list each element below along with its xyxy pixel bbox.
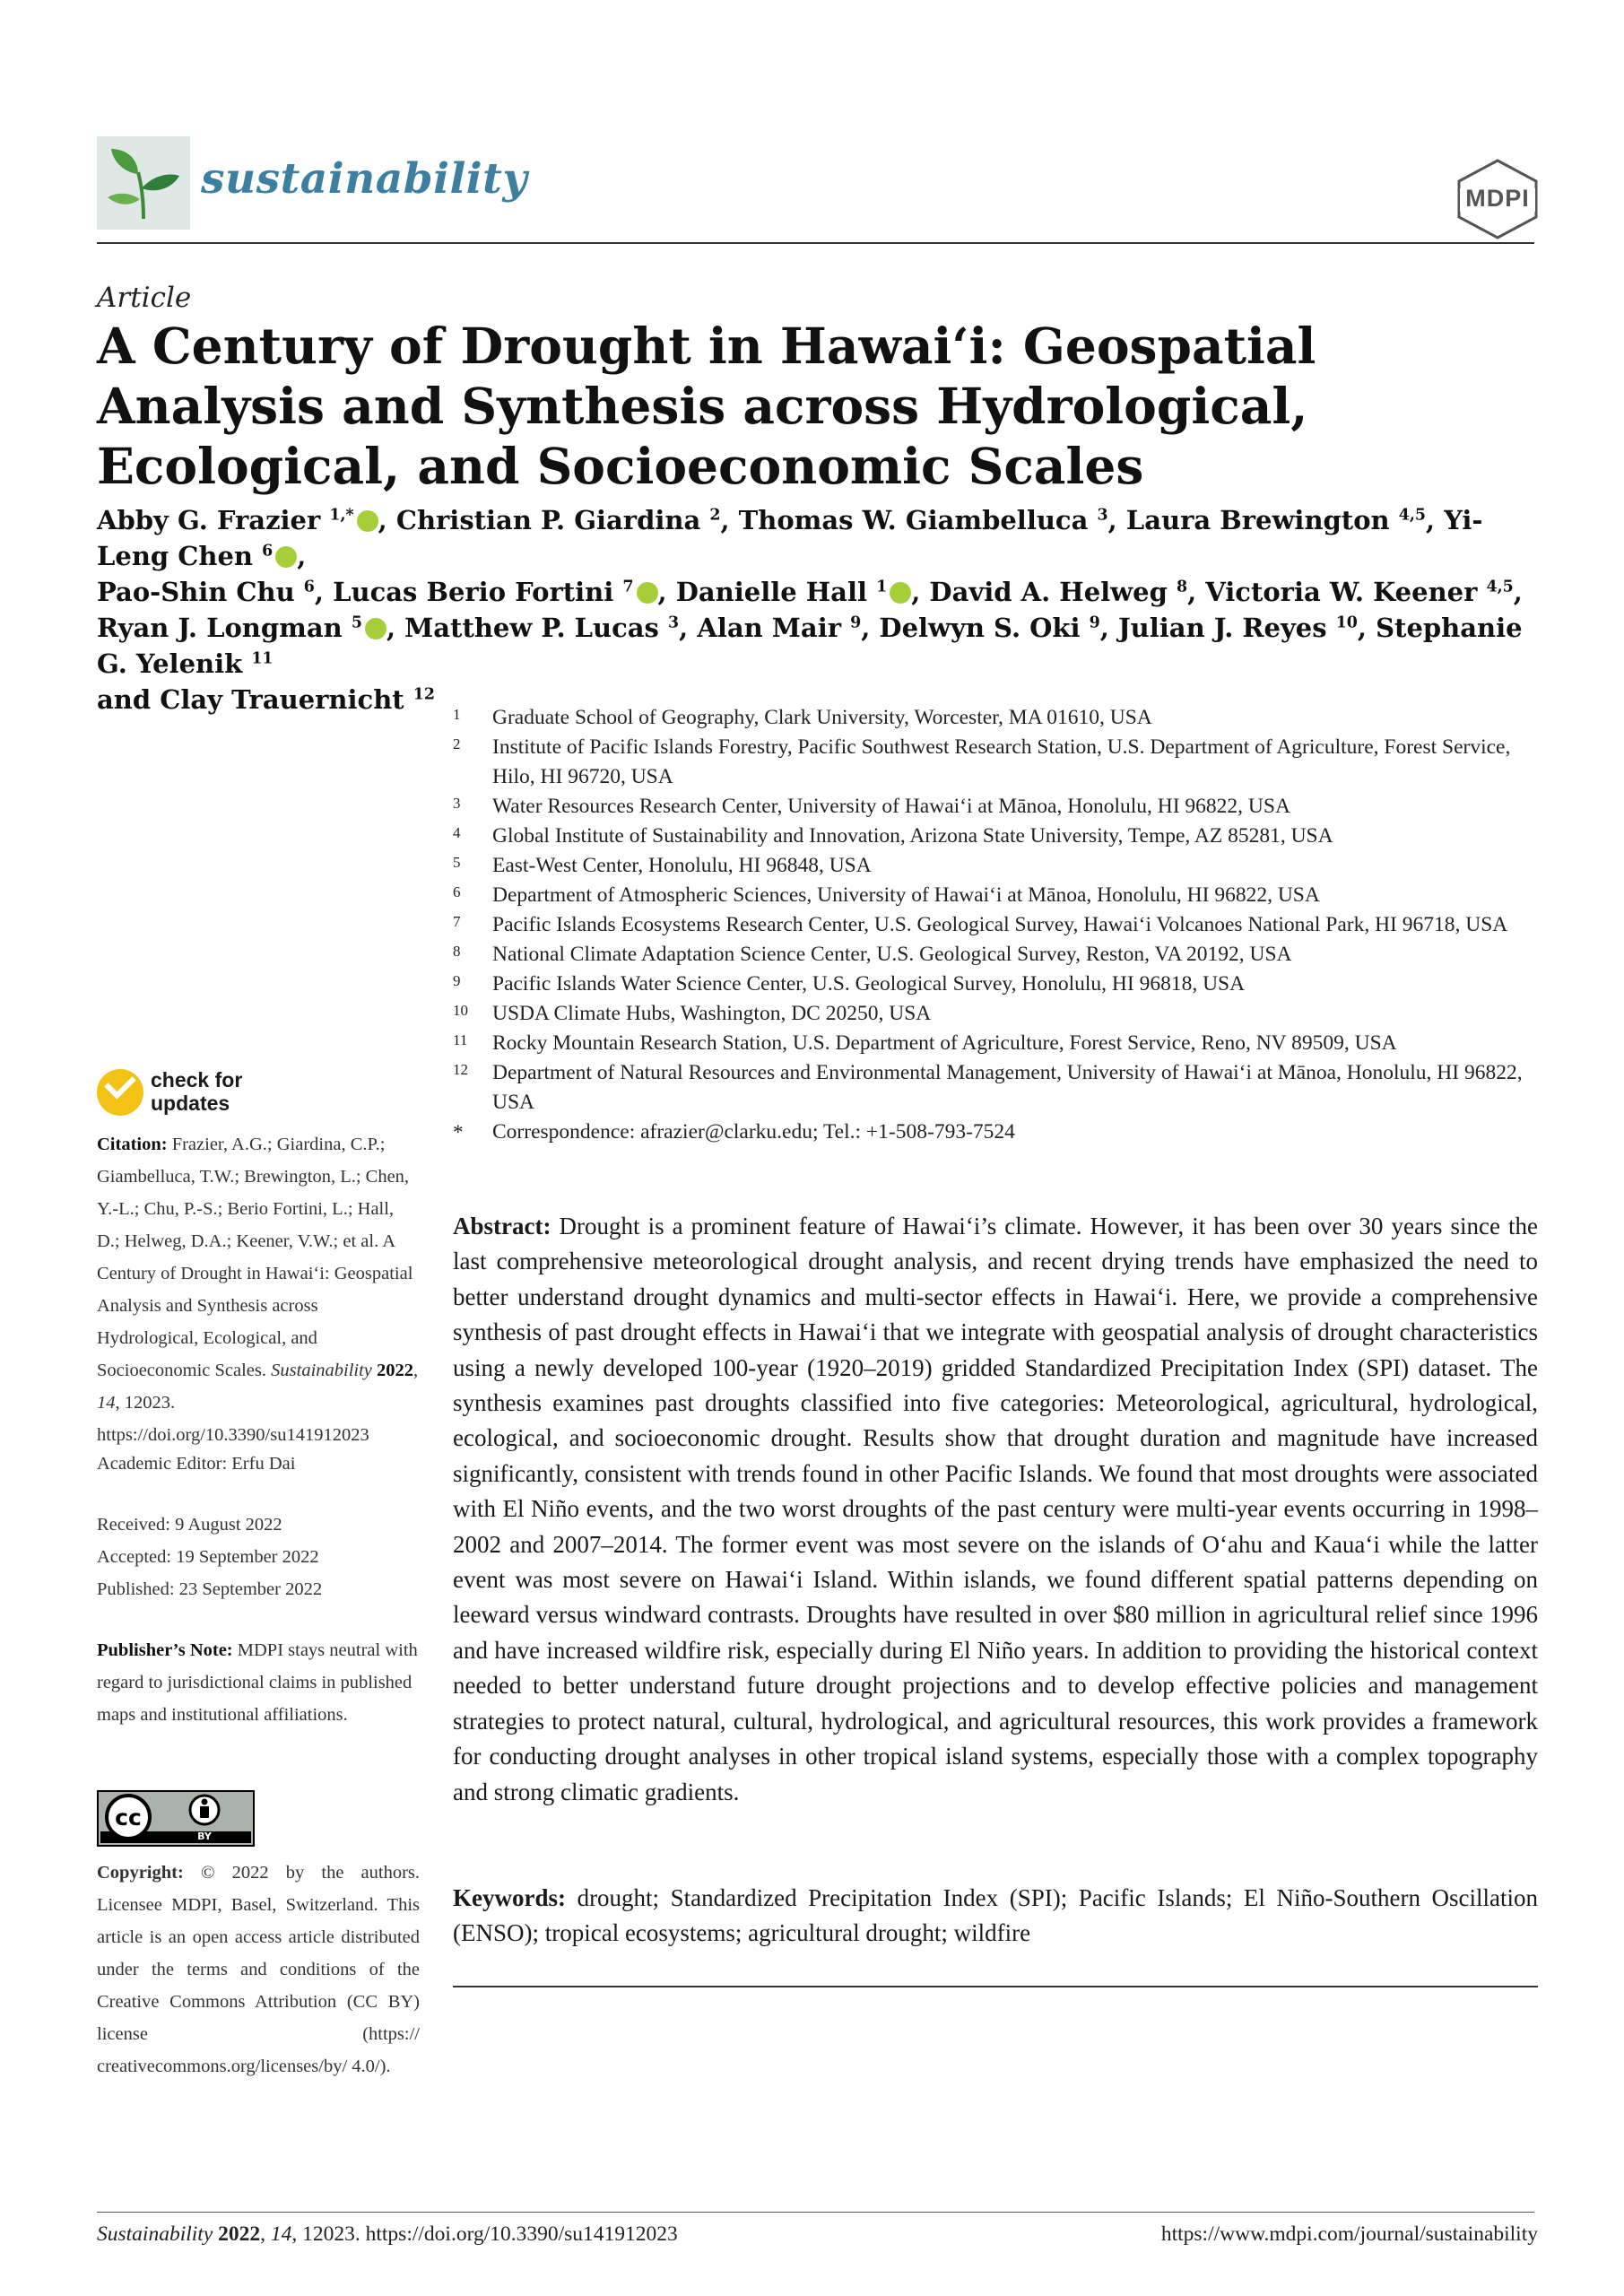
- checkmark-icon: [97, 1069, 143, 1116]
- author-line: [97, 574, 1541, 610]
- affiliation: 12 Department of Natural Resources and Environmental Management, University of Hawai‘i at Mānoa, Honolulu, HI 96822, USA: [453, 1061, 1523, 1114]
- footer-volume: 14: [270, 2222, 292, 2246]
- academic-editor: Academic Editor: Erfu Dai: [97, 1454, 296, 1474]
- journal-name: sustainability: [201, 154, 528, 204]
- article-title: A Century of Drought in Hawai‘i: Geospatial Analysis and Synthesis across Hydrological, Ecological, and Socioeconomic Scales: [97, 317, 1316, 495]
- affiliation: 9 Pacific Islands Water Science Center, U.S. Geological Survey, Honolulu, HI 96818, USA: [453, 972, 1246, 996]
- author: Laura Brewington $^{4,5}$,: [1125, 505, 1445, 535]
- author-list: [97, 502, 1541, 718]
- abstract-label: Abstract:: [453, 1213, 551, 1239]
- orcid-icon[interactable]: [275, 546, 297, 568]
- affiliation: 1 Graduate School of Geography, Clark University, Worcester, MA 01610, USA: [453, 706, 1152, 729]
- author: Abby G. Frazier $^{1,*}$ ,: [97, 505, 396, 535]
- author: David A. Helweg $^8$,: [929, 577, 1206, 607]
- footer-year: 2022: [218, 2222, 261, 2246]
- received-date: Received: 9 August 2022: [97, 1515, 282, 1535]
- mdpi-logo-text: MDPI: [1465, 185, 1530, 212]
- cc-by-license-badge[interactable]: [97, 1790, 255, 1847]
- keywords: [453, 1881, 1538, 1952]
- journal-logo: [97, 136, 190, 230]
- check-updates-label: check for updates: [151, 1068, 243, 1115]
- affiliation: 7 Pacific Islands Ecosystems Research Center, U.S. Geological Survey, Hawai‘i Volcanoes National Park, HI 96718, USA: [453, 913, 1508, 936]
- citation-label: Citation:: [97, 1135, 168, 1154]
- author: Christian P. Giardina $^2$,: [395, 505, 739, 535]
- author: Danielle Hall $^1$ ,: [675, 577, 930, 607]
- publisher-note: [97, 1634, 420, 1731]
- author: Thomas W. Giambelluca $^3$,: [738, 505, 1126, 535]
- affiliation: 11 Rocky Mountain Research Station, U.S. Department of Agriculture, Forest Service, Reno, NV 89509, USA: [453, 1031, 1397, 1055]
- orcid-icon[interactable]: [357, 510, 378, 532]
- author: Julian J. Reyes $^{10}$,: [1117, 613, 1376, 643]
- header-rule: [97, 242, 1534, 244]
- copyright-text: © 2022 by the authors. Licensee MDPI, Basel, Switzerland. This article is an open access article distributed under the terms and conditions of the Creative Commons Attribution (CC BY) license (https:// creativecommons.org/licenses/by/ 4.0/).: [97, 1863, 421, 2076]
- author: Stephanie G. Yelenik $^{11}$: [97, 613, 1523, 679]
- author-line: [97, 610, 1541, 682]
- abstract-rule: [453, 1986, 1538, 1987]
- accepted-date: Accepted: 19 September 2022: [97, 1547, 319, 1567]
- citation-year: 2022: [377, 1361, 414, 1380]
- author: Ryan J. Longman $^5$ ,: [97, 613, 405, 643]
- keywords-text: drought; Standardized Precipitation Index (SPI); Pacific Islands; El Niño-Southern Oscillation (ENSO); tropical ecosystems; agricultural drought; wildfire: [453, 1884, 1538, 1947]
- check-for-updates-badge[interactable]: [97, 1065, 258, 1121]
- affiliation: 2 Institute of Pacific Islands Forestry, Pacific Southwest Research Station, U.S. Department of Agriculture, Forest Service, Hilo, HI 96720, USA: [453, 735, 1511, 788]
- correspondence: * Correspondence: afrazier@clarku.edu; Tel.: +1-508-793-7524: [453, 1120, 1015, 1144]
- author: and Clay Trauernicht $^{12}$: [97, 684, 435, 715]
- author: Victoria W. Keener $^{4,5}$,: [1205, 577, 1523, 607]
- keywords-label: Keywords:: [453, 1884, 566, 1911]
- citation-pages: 12023.: [124, 1393, 176, 1413]
- author: Matthew P. Lucas $^3$,: [404, 613, 698, 643]
- footer-journal-url[interactable]: https://www.mdpi.com/journal/sustainability: [1160, 2222, 1538, 2246]
- published-date: Published: 23 September 2022: [97, 1579, 323, 1599]
- svg-text:cc: cc: [115, 1805, 142, 1831]
- orcid-icon[interactable]: [890, 582, 911, 604]
- affiliation: 3 Water Resources Research Center, University of Hawai‘i at Mānoa, Honolulu, HI 96822, USA: [453, 795, 1290, 818]
- citation-doi[interactable]: https://doi.org/10.3390/su141912023: [97, 1425, 369, 1445]
- author: Alan Mair $^9$,: [697, 613, 880, 643]
- citation-volume: 14: [97, 1393, 116, 1413]
- affiliation: 4 Global Institute of Sustainability and Innovation, Arizona State University, Tempe, AZ 85281, USA: [453, 824, 1333, 848]
- copyright-label: Copyright:: [97, 1863, 184, 1883]
- citation-block: Citation: Frazier, A.G.; Giardina, C.P.; Giambelluca, T.W.; Brewington, L.; Chen, Y.-L.; Chu, P.-S.; Berio Fortini, L.; Hall, D.; Helweg, D.A.; Keener, V.W.; et al. A Century of Drought in Hawai‘i: Geospatial Analysis and Synthesis across Hydrological, Ecological, and Socioeconomic Scales. Sustainability 2022, 14, 12023. https://doi.org/10.3390/su141912023: [97, 1135, 419, 1445]
- affiliation: 10 USDA Climate Hubs, Washington, DC 20250, USA: [453, 1002, 932, 1025]
- affiliation: 8 National Climate Adaptation Science Center, U.S. Geological Survey, Reston, VA 20192, USA: [453, 943, 1292, 966]
- citation-journal: Sustainability: [271, 1361, 372, 1380]
- footer-citation: Sustainability 2022, 14, 12023. https://doi.org/10.3390/su141912023: [97, 2222, 678, 2246]
- footer-doi[interactable]: , 12023. https://doi.org/10.3390/su141912023: [291, 2222, 678, 2246]
- leaf-logo-icon: [97, 136, 190, 230]
- author: Delwyn S. Oki $^9$,: [879, 613, 1118, 643]
- orcid-icon[interactable]: [365, 618, 386, 639]
- mdpi-logo: [1455, 158, 1541, 240]
- publisher-note-text: MDPI stays neutral with regard to jurisdictional claims in published maps and institutional affiliations.: [97, 1640, 418, 1725]
- citation-text: Frazier, A.G.; Giardina, C.P.; Giambelluca, T.W.; Brewington, L.; Chen, Y.-L.; Chu, P.-S.; Berio Fortini, L.; Hall, D.; Helweg, D.A.; Keener, V.W.; et al. A Century of Drought in Hawai‘i: Geospatial Analysis and Synthesis across Hydrological, Ecological, and Socioeconomic Scales.: [97, 1135, 413, 1380]
- author: Yi-Leng Chen $^6$ ,: [97, 505, 1483, 571]
- orcid-icon[interactable]: [637, 582, 658, 604]
- author-line: [97, 502, 1541, 574]
- author: Lucas Berio Fortini $^7$ ,: [333, 577, 676, 607]
- footer-rule: [97, 2212, 1534, 2213]
- cc-by-label: BY: [197, 1831, 212, 1842]
- copyright-notice: [97, 1857, 420, 2083]
- cc-by-icon: [97, 1790, 255, 1847]
- article-type: Article: [97, 282, 192, 314]
- author: Pao-Shin Chu $^6$,: [97, 577, 334, 607]
- affiliation: 6 Department of Atmospheric Sciences, University of Hawai‘i at Mānoa, Honolulu, HI 96822, USA: [453, 883, 1320, 907]
- affiliations: [453, 703, 1538, 1147]
- affiliation: 5 East-West Center, Honolulu, HI 96848, USA: [453, 854, 872, 877]
- publisher-note-label: Publisher’s Note:: [97, 1640, 233, 1660]
- abstract: [453, 1209, 1538, 1810]
- footer-journal: Sustainability: [97, 2222, 213, 2246]
- abstract-text: Drought is a prominent feature of Hawai‘i’s climate. However, it has been over 30 years since the last comprehensive meteorological drought analysis, and recent drying trends have emphasized the need to better understand drought dynamics and multi-sector effects in Hawai‘i. Here, we provide a comprehensive synthesis of past drought effects in Hawai‘i that we integrate with geospatial analysis of drought characteristics using a newly developed 100-year (1920–2019) gridded Standardized Precipitation Index (SPI) dataset. The synthesis examines past droughts classified into five categories: Meteorological, agricultural, hydrological, ecological, and socioeconomic drought. Results show that drought duration and magnitude have increased significantly, consistent with trends found in other Pacific Islands. We found that most droughts were associated with El Niño events, and the two worst droughts of the past century were multi-year events occurring in 1998–2002 and 2007–2014. The former event was most severe on the islands of O‘ahu and Kaua‘i while the latter event was most severe on Hawai‘i Island. Within islands, we found different spatial patterns depending on leeward versus windward contrasts. Droughts have resulted in over $80 million in agricultural relief since 1996 and have increased wildfire risk, especially during El Niño years. In addition to providing the historical context needed to better understand future drought projections and to develop effective policies and management strategies to protect natural, cultural, hydrological, and agricultural resources, this work provides a framework for conducting drought analyses in other tropical island systems, especially those with a complex topography and strong climatic gradients.: [453, 1213, 1538, 1805]
